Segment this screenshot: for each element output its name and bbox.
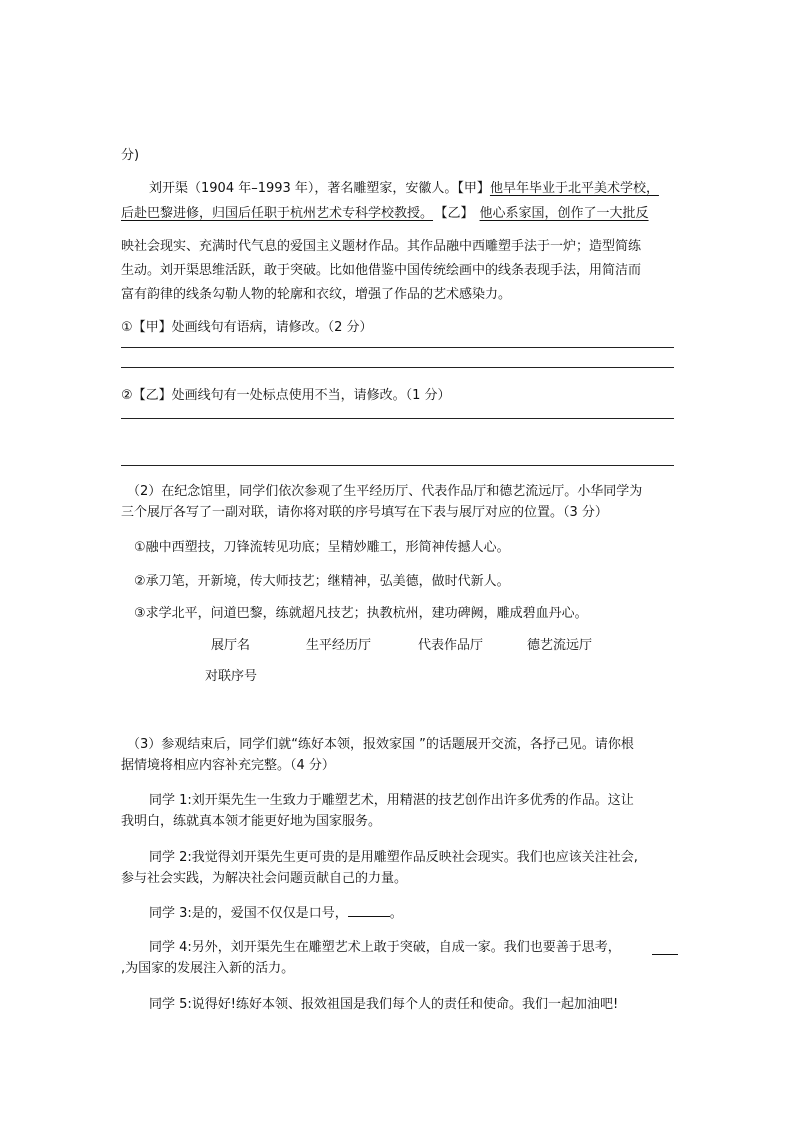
passage-line-2 bbox=[121, 204, 649, 224]
student-4-text: 同学 4:另外，刘开渠先生在雕塑艺术上敢于突破，自成一家。我们也要善于思考， bbox=[149, 940, 621, 955]
student-2-line-2: 参与社会实践，为解决社会问题贡献自己的力量。 bbox=[121, 871, 408, 886]
student-4-line-1 bbox=[149, 938, 621, 958]
answer-line-2b[interactable] bbox=[121, 465, 674, 466]
question-1: ①【甲】处画线句有语病，请修改。（2 分） bbox=[121, 320, 373, 335]
part3-prompt-line-1: （3）参观结束后，同学们就“练好本领，报效家国 ”的话题展开交流，各抒己见。请你根 bbox=[127, 737, 634, 752]
couplet-3: ③求学北平，问道巴黎，练就超凡技艺；执教杭州，建功碑阙，雕成碧血丹心。 bbox=[134, 606, 588, 621]
part2-prompt-line-2: 三个展厅各写了一副对联，请你将对联的序号填写在下表与展厅对应的位置。（3 分） bbox=[121, 505, 608, 520]
question-2: ②【乙】处画线句有一处标点使用不当，请修改。（1 分） bbox=[121, 388, 451, 403]
table-header-works-hall: 代表作品厅 bbox=[418, 638, 484, 653]
underlined-sentence-jia-part2: 后赴巴黎进修，归国后任职于杭州艺术专科学校教授。 bbox=[121, 206, 434, 221]
student-3-end: 。 bbox=[389, 906, 403, 921]
part2-prompt-line-1: （2）在纪念馆里，同学们依次参观了生平经历厅、代表作品厅和德艺流远厅。小华同学为 bbox=[127, 484, 643, 499]
student-5-line: 同学 5:说得好!练好本领、报效祖国是我们每个人的责任和使命。我们一起加油吧! bbox=[149, 997, 619, 1012]
student-3-blank[interactable] bbox=[348, 916, 390, 917]
student-2-line-1: 同学 2:我觉得刘开渠先生更可贵的是用雕塑作品反映社会现实。我们也应该关注社会, bbox=[149, 850, 638, 865]
student-4-blank-end[interactable] bbox=[652, 954, 678, 955]
passage-line-5: 富有韵律的线条勾勒人物的轮廓和衣纹，增强了作品的艺术感染力。 bbox=[121, 287, 512, 302]
table-header-hall-name: 展厅名 bbox=[211, 638, 251, 653]
couplet-2: ②承刀笔，开新境，传大师技艺；继精神，弘美德，做时代新人。 bbox=[134, 574, 510, 589]
table-header-legacy-hall: 德艺流远厅 bbox=[527, 638, 593, 653]
student-3-text: 同学 3:是的，爱国不仅仅是口号， bbox=[149, 906, 348, 921]
table-header-life-hall: 生平经历厅 bbox=[306, 638, 372, 653]
student-1-line-1: 同学 1:刘开渠先生一生致力于雕塑艺术，用精湛的技艺创作出许多优秀的作品。这让 bbox=[149, 793, 634, 808]
answer-line-2a[interactable] bbox=[121, 418, 674, 419]
passage-line-1 bbox=[149, 179, 659, 199]
continued-score-text: 分) bbox=[121, 148, 140, 163]
passage-line-1-plain: 刘开渠（1904 年–1993 年），著名雕塑家，安徽人。【甲】 bbox=[149, 181, 490, 196]
couplet-1: ①融中西塑技，刀锋流转见功底；呈精妙雕工，形简神传撼人心。 bbox=[134, 540, 510, 555]
underlined-sentence-jia-part1: 他早年毕业于北平美术学校， bbox=[489, 181, 659, 196]
answer-line-1b[interactable] bbox=[121, 367, 674, 368]
table-row-couplet-number-label: 对联序号 bbox=[205, 669, 258, 684]
marker-yi: 【乙】 bbox=[441, 206, 474, 221]
student-4-line-2: ,为国家的发展注入新的活力。 bbox=[121, 961, 295, 976]
answer-line-1a[interactable] bbox=[121, 347, 674, 348]
part3-prompt-line-2: 据情境将相应内容补充完整。（4 分） bbox=[121, 758, 335, 773]
underlined-sentence-yi: 他心系家国，创作了一大批反 bbox=[479, 206, 649, 221]
student-1-line-2: 我明白，练就真本领才能更好地为国家服务。 bbox=[121, 814, 382, 829]
passage-line-4: 生动。刘开渠思维活跃，敢于突破。比如他借鉴中国传统绘画中的线条表现手法，用简洁而 bbox=[121, 263, 642, 278]
student-3-line bbox=[149, 904, 403, 924]
passage-line-3: 映社会现实、充满时代气息的爱国主义题材作品。其作品融中西雕塑手法于一炉；造型简练 bbox=[121, 239, 642, 254]
